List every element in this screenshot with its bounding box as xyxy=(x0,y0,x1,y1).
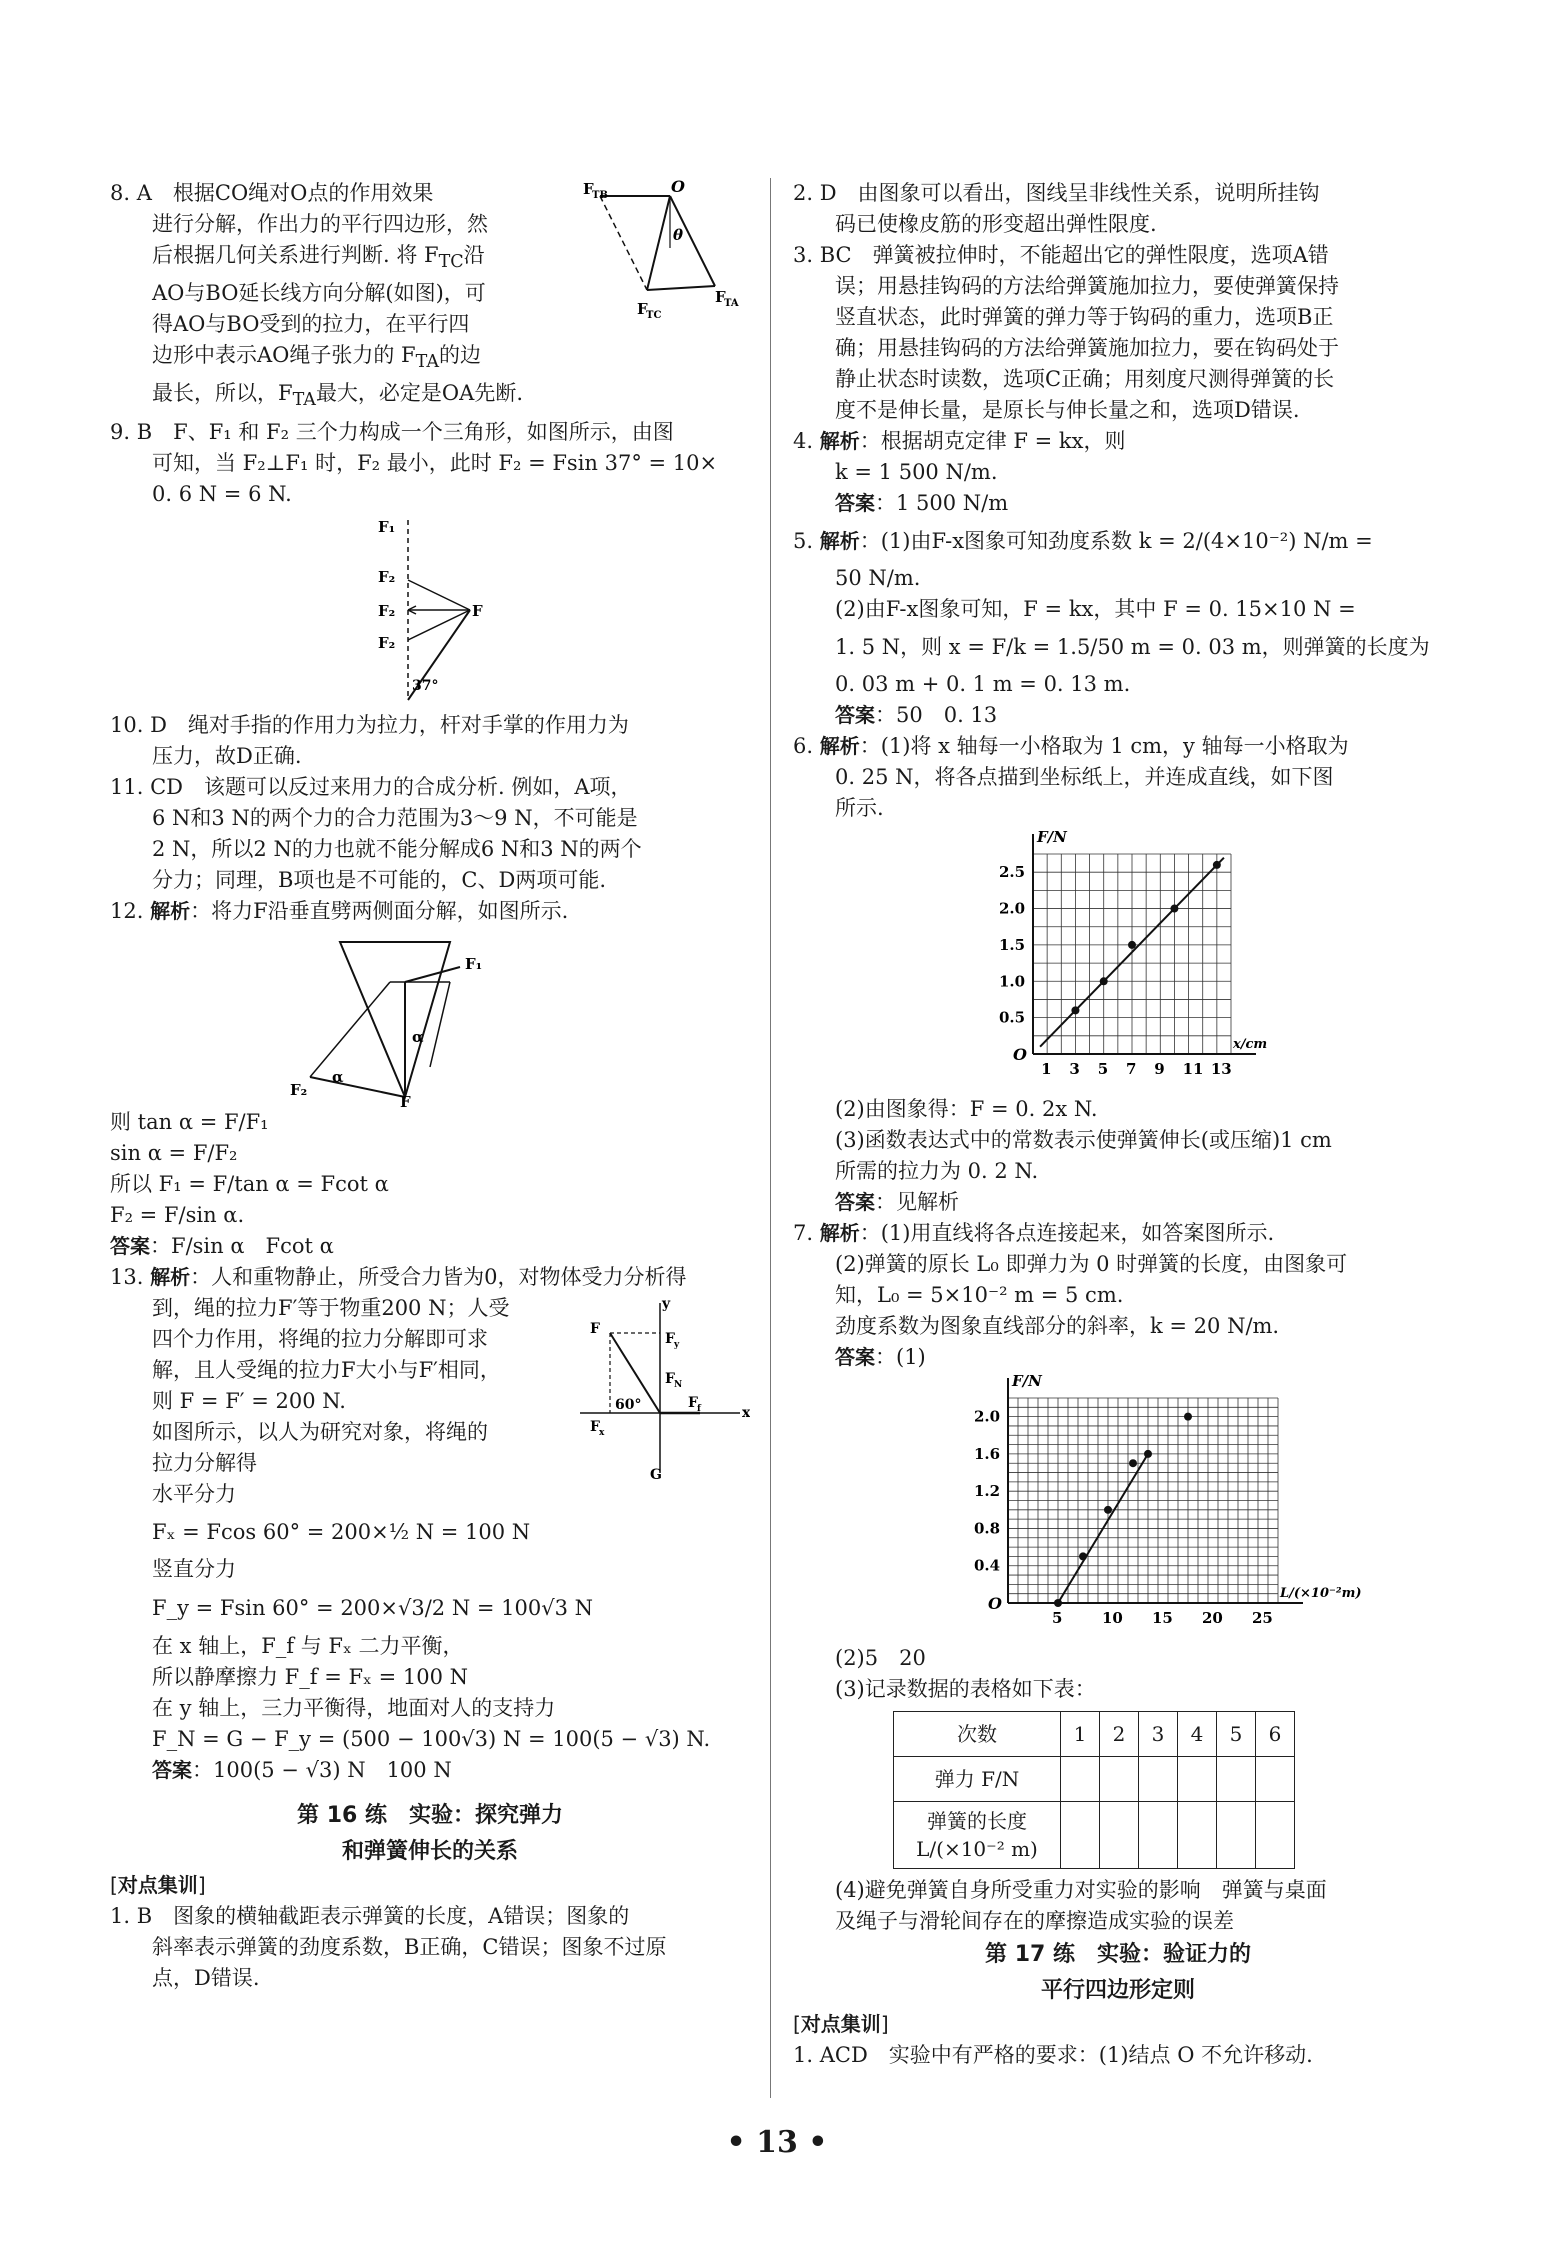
q8-block xyxy=(110,178,750,417)
q13-wrap-5: 如图所示，以人为研究对象，将绳的 xyxy=(152,1419,488,1444)
q8-line-5: 得AO与BO受到的拉力，在平行四 xyxy=(152,312,470,337)
y-tick-label: 0.4 xyxy=(974,1556,1001,1575)
q13-force-diagram xyxy=(570,1293,750,1483)
svg-text:F: F xyxy=(637,300,648,318)
q6-line-3: 所示. xyxy=(835,796,884,820)
y-tick-label: 2.5 xyxy=(999,863,1026,882)
column-divider xyxy=(770,178,771,2098)
svg-text:F₁: F₁ xyxy=(378,517,396,536)
q7-line-2: (2)弹簧的原长 L₀ 即弹力为 0 时弹簧的长度，由图象可 xyxy=(835,1252,1348,1276)
x-tick-label: 9 xyxy=(1154,1060,1165,1078)
q2-line-1: 2. D 由图象可以看出，图线呈非线性关系，说明所挂钩 xyxy=(793,181,1320,205)
svg-text:F: F xyxy=(583,180,594,198)
q3-line-2: 误；用悬挂钩码的方法给弹簧施加拉力，要使弹簧保持 xyxy=(835,274,1339,298)
q11-line-4: 分力；同理，B项也是不可能的，C、D两项可能. xyxy=(152,867,607,892)
record-table-header: 次数 1 2 3 4 5 6 xyxy=(894,1712,1295,1757)
q10-line-2: 压力，故D正确. xyxy=(152,743,302,768)
q6-after-2: (3)函数表达式中的常数表示使弹簧伸长(或压缩)1 cm xyxy=(835,1128,1332,1152)
svg-text:O: O xyxy=(671,178,685,196)
q7-part4-1: (4)避免弹簧自身所受重力对实验的影响 弹簧与桌面 xyxy=(835,1878,1327,1902)
q12-block xyxy=(110,896,750,1262)
svg-text:f: f xyxy=(697,1403,701,1414)
section-16-title-2: 和弹簧伸长的关系 xyxy=(341,1838,518,1864)
q4-answer: 答案：1 500 N/m xyxy=(835,491,1009,515)
q8-line-7: 最长，所以，$F_{TA}$最大，必定是OA先断. xyxy=(152,381,523,411)
section-17-title-1: 第 17 练 实验：验证力的 xyxy=(985,1942,1251,1967)
svg-text:37°: 37° xyxy=(412,677,439,694)
q6-answer: 答案：见解析 xyxy=(835,1190,959,1214)
x-tick-label: 13 xyxy=(1210,1060,1232,1078)
x-tick-label: 15 xyxy=(1152,1609,1173,1627)
q13-rest-3: 在 y 轴上，三力平衡得，地面对人的支持力 xyxy=(152,1695,556,1720)
q5-line-5: 0. 03 m + 0. 1 m = 0. 13 m. xyxy=(835,672,1131,696)
origin-label: O xyxy=(1013,1045,1027,1064)
q4-line-1: 4. 解析：根据胡克定律 F = kx，则 xyxy=(793,429,1126,453)
svg-text:F₁: F₁ xyxy=(465,954,483,973)
x-tick-label: 5 xyxy=(1052,1609,1063,1627)
data-point xyxy=(1184,1413,1192,1421)
y-tick-label: 1.6 xyxy=(974,1444,1001,1463)
origin-label: O xyxy=(988,1594,1002,1613)
svg-text:F: F xyxy=(715,288,726,306)
q5-line-4: 1. 5 N，则 x = F/k = 1.5/50 m = 0. 03 m，则弹簧的长度为 xyxy=(835,635,1430,659)
s16-q1-line-2: 斜率表示弹簧的劲度系数，B正确，C错误；图象不过原 xyxy=(152,1934,667,1959)
q13-vertical: 竖直分力 xyxy=(152,1556,236,1581)
x-tick-label: 25 xyxy=(1252,1609,1273,1627)
data-point xyxy=(1071,1006,1079,1014)
q3-line-6: 度不是伸长量，是原长与伸长量之和，选项D错误. xyxy=(835,398,1300,422)
svg-text:F: F xyxy=(590,1418,600,1435)
data-point xyxy=(1170,905,1178,913)
y-axis-label: F/N xyxy=(1012,1373,1042,1390)
svg-text:F: F xyxy=(688,1394,698,1411)
q9-block xyxy=(110,417,750,710)
q11-line-1: 11. CD 该题可以反过来用力的合成分析. 例如，A项， xyxy=(110,774,632,799)
y-tick-label: 0.8 xyxy=(974,1519,1001,1538)
q8-force-diagram xyxy=(575,178,750,328)
drill-heading-16: [对点集训] xyxy=(110,1872,206,1897)
q9-line-2: 可知，当 F₂⊥F₁ 时，F₂ 最小，此时 F₂ = Fsin 37° = 10× xyxy=(152,450,718,475)
s16-q1-line-3: 点，D错误. xyxy=(152,1965,260,1990)
data-point xyxy=(1144,1450,1152,1458)
q12-line-5: F₂ = F/sin α. xyxy=(110,1202,245,1227)
record-table-row-length: 弹簧的长度 L/(×10⁻² m) xyxy=(894,1802,1295,1869)
q13-fx: Fₓ = Fcos 60° = 200×½ N = 100 N xyxy=(152,1519,531,1544)
s16-q1-line-1: 1. B 图象的横轴截距表示弹簧的长度，A错误；图象的 xyxy=(110,1903,630,1928)
y-tick-label: 0.5 xyxy=(999,1008,1026,1027)
q9-line-3: 0. 6 N = 6 N. xyxy=(152,481,292,506)
svg-text:y: y xyxy=(674,1339,680,1350)
svg-text:F: F xyxy=(400,1092,411,1107)
svg-text:N: N xyxy=(674,1379,683,1390)
x-tick-label: 3 xyxy=(1069,1060,1080,1078)
x-axis-label: x/cm xyxy=(1233,1037,1268,1052)
q11-line-2: 6 N和3 N的两个力的合力范围为3～9 N，不可能是 xyxy=(152,805,638,830)
left-column xyxy=(110,178,750,1994)
y-tick-label: 2.0 xyxy=(999,899,1026,918)
record-table xyxy=(893,1711,1295,1869)
q13-wrap-6: 拉力分解得 xyxy=(152,1450,257,1475)
q2-line-2: 码已使橡皮筋的形变超出弹性限度. xyxy=(835,212,1157,236)
q13-rest-1: 在 x 轴上，F_f 与 Fₓ 二力平衡， xyxy=(152,1633,464,1658)
q7-line-4: 劲度系数为图象直线部分的斜率，k = 20 N/m. xyxy=(835,1314,1280,1338)
data-point xyxy=(1128,941,1136,949)
svg-text:F₂: F₂ xyxy=(378,601,396,620)
q13-rest-4: F_N = G − F_y = (500 − 100√3) N = 100(5 − √3) N. xyxy=(152,1726,711,1751)
q4-line-2: k = 1 500 N/m. xyxy=(835,460,998,484)
drill-heading-17: [对点集训] xyxy=(793,2012,889,2036)
q8-line-6: 边形中表示AO绳子张力的 $F_{TA}$的边 xyxy=(152,343,481,373)
q7-line-3: 知，L₀ = 5×10⁻² m = 5 cm. xyxy=(835,1283,1124,1307)
q5-line-1: 5. 解析：(1)由F-x图象可知劲度系数 k = 2/(4×10⁻²) N/m = xyxy=(793,529,1373,553)
q12-line-2: 则 tan α = F/F₁ xyxy=(110,1109,269,1134)
svg-text:α: α xyxy=(332,1067,344,1086)
q8-line-2: 进行分解，作出力的平行四边形，然 xyxy=(152,212,488,236)
svg-text:F: F xyxy=(665,1370,675,1387)
svg-text:F: F xyxy=(590,1320,600,1337)
svg-text:y: y xyxy=(662,1295,671,1312)
q6-line-2: 0. 25 N，将各点描到坐标纸上，并连成直线，如下图 xyxy=(835,765,1334,789)
q12-line-1: 12. 解析：将力F沿垂直劈两侧面分解，如图所示. xyxy=(110,898,569,923)
x-tick-label: 5 xyxy=(1097,1060,1109,1078)
q10-block xyxy=(110,710,750,772)
q12-answer: 答案：F/sin α Fcot α xyxy=(110,1233,334,1258)
s17-q1-line-1: 1. ACD 实验中有严格的要求：(1)结点 O 不允许移动. xyxy=(793,2043,1313,2067)
q13-wrap-1: 到，绳的拉力F′等于物重200 N；人受 xyxy=(152,1295,510,1320)
q5-answer: 答案：50 0. 13 xyxy=(835,703,998,727)
data-point xyxy=(1104,1506,1112,1514)
x-tick-label: 11 xyxy=(1182,1060,1204,1078)
chart-spring-force-vs-length xyxy=(793,824,1443,1094)
q6-after-3: 所需的拉力为 0. 2 N. xyxy=(835,1159,1039,1183)
svg-text:60°: 60° xyxy=(615,1396,642,1413)
q13-wrap-2: 四个力作用，将绳的拉力分解即可求 xyxy=(152,1326,488,1351)
chart-force-vs-spring-length xyxy=(793,1373,1443,1643)
q13-rest-2: 所以静摩擦力 F_f = Fₓ = 100 N xyxy=(152,1664,469,1689)
y-tick-label: 1.5 xyxy=(999,935,1026,954)
q7-line-1: 7. 解析：(1)用直线将各点连接起来，如答案图所示. xyxy=(793,1221,1275,1245)
x-tick-label: 7 xyxy=(1126,1060,1137,1078)
svg-text:TC: TC xyxy=(646,310,662,321)
data-point xyxy=(1054,1599,1062,1607)
x-axis-label: L/(×10⁻²m) xyxy=(1280,1586,1362,1601)
svg-text:F: F xyxy=(472,601,483,620)
q8-line-3: 后根据几何关系进行判断. 将 $F_{TC}$沿 xyxy=(152,243,485,273)
q7-part4-2: 及绳子与滑轮间存在的摩擦造成实验的误差 xyxy=(835,1909,1234,1933)
y-tick-label: 1.0 xyxy=(999,972,1026,991)
q6-after-1: (2)由图象得：F = 0. 2x N. xyxy=(835,1097,1098,1121)
y-axis-label: F/N xyxy=(1037,828,1067,846)
q3-line-4: 确；用悬挂钩码的方法给弹簧施加拉力，要在钩码处于 xyxy=(835,336,1339,360)
svg-text:F: F xyxy=(665,1330,675,1347)
section-17-title-2: 平行四边形定则 xyxy=(1040,1978,1195,2003)
svg-text:TB: TB xyxy=(592,190,608,201)
svg-text:G: G xyxy=(650,1466,662,1483)
svg-text:θ: θ xyxy=(673,226,684,244)
svg-text:α: α xyxy=(412,1027,424,1046)
section-16-title-1: 第 16 练 实验：探究弹力 xyxy=(297,1802,563,1828)
svg-text:F₂: F₂ xyxy=(290,1080,308,1099)
right-column xyxy=(793,178,1443,2071)
q7-answer: 答案：(1) xyxy=(835,1345,926,1369)
q8-line-1: 8. A 根据CO绳对O点的作用效果 xyxy=(110,181,434,205)
q11-block xyxy=(110,772,750,896)
q3-line-5: 静止状态时读数，选项C正确；用刻度尺测得弹簧的长 xyxy=(835,367,1335,391)
q13-wrap-3: 解，且人受绳的拉力F大小与F′相同， xyxy=(152,1357,501,1382)
q13-wrap-7: 水平分力 xyxy=(152,1481,236,1506)
svg-text:F₂: F₂ xyxy=(378,567,396,586)
svg-text:TA: TA xyxy=(724,298,739,309)
data-point xyxy=(1079,1552,1087,1560)
q8-line-4: AO与BO延长线方向分解(如图)，可 xyxy=(152,281,486,306)
q5-line-2: 50 N/m. xyxy=(835,566,921,590)
y-tick-label: 1.2 xyxy=(974,1482,1001,1501)
x-tick-label: 1 xyxy=(1041,1060,1052,1078)
svg-text:x: x xyxy=(599,1427,605,1438)
q10-line-1: 10. D 绳对手指的作用力为拉力，杆对手掌的作用力为 xyxy=(110,712,629,737)
page-number: • 13 • xyxy=(726,2125,828,2160)
y-tick-label: 2.0 xyxy=(974,1407,1001,1426)
q13-fy: F_y = Fsin 60° = 200×√3/2 N = 100√3 N xyxy=(152,1595,594,1620)
q3-line-3: 竖直状态，此时弹簧的弹力等于钩码的重力，选项B正 xyxy=(835,305,1334,329)
q12-wedge-diagram xyxy=(110,927,750,1107)
svg-text:F₂: F₂ xyxy=(378,633,396,652)
q13-answer: 答案：100(5 − √3) N 100 N xyxy=(152,1757,452,1782)
q7-after-1: (2)5 20 xyxy=(835,1646,926,1670)
q12-line-4: 所以 F₁ = F/tan α = Fcot α xyxy=(110,1171,389,1196)
x-tick-label: 20 xyxy=(1202,1609,1223,1627)
q12-line-3: sin α = F/F₂ xyxy=(110,1140,238,1165)
x-tick-label: 10 xyxy=(1102,1609,1123,1627)
data-point xyxy=(1129,1459,1137,1467)
data-point xyxy=(1213,861,1221,869)
q6-line-1: 6. 解析：(1)将 x 轴每一小格取为 1 cm，y 轴每一小格取为 xyxy=(793,734,1349,758)
q7-after-2: (3)记录数据的表格如下表： xyxy=(835,1677,1096,1701)
q11-line-3: 2 N，所以2 N的力也就不能分解成6 N和3 N的两个 xyxy=(152,836,642,861)
svg-text:x: x xyxy=(742,1404,750,1421)
q13-wrap-4: 则 F = F′ = 200 N. xyxy=(152,1388,346,1413)
q5-line-3: (2)由F-x图象可知，F = kx，其中 F = 0. 15×10 N = xyxy=(835,597,1356,621)
q13-block xyxy=(110,1262,750,1786)
data-point xyxy=(1100,977,1108,985)
q13-line-1: 13. 解析：人和重物静止，所受合力皆为0，对物体受力分析得 xyxy=(110,1264,687,1289)
q9-line-1: 9. B F、F₁ 和 F₂ 三个力构成一个三角形，如图所示，由图 xyxy=(110,419,674,444)
q9-force-triangle xyxy=(110,510,750,710)
q3-line-1: 3. BC 弹簧被拉伸时，不能超出它的弹性限度，选项A错 xyxy=(793,243,1329,267)
record-table-row-force: 弹力 F/N xyxy=(894,1757,1295,1802)
